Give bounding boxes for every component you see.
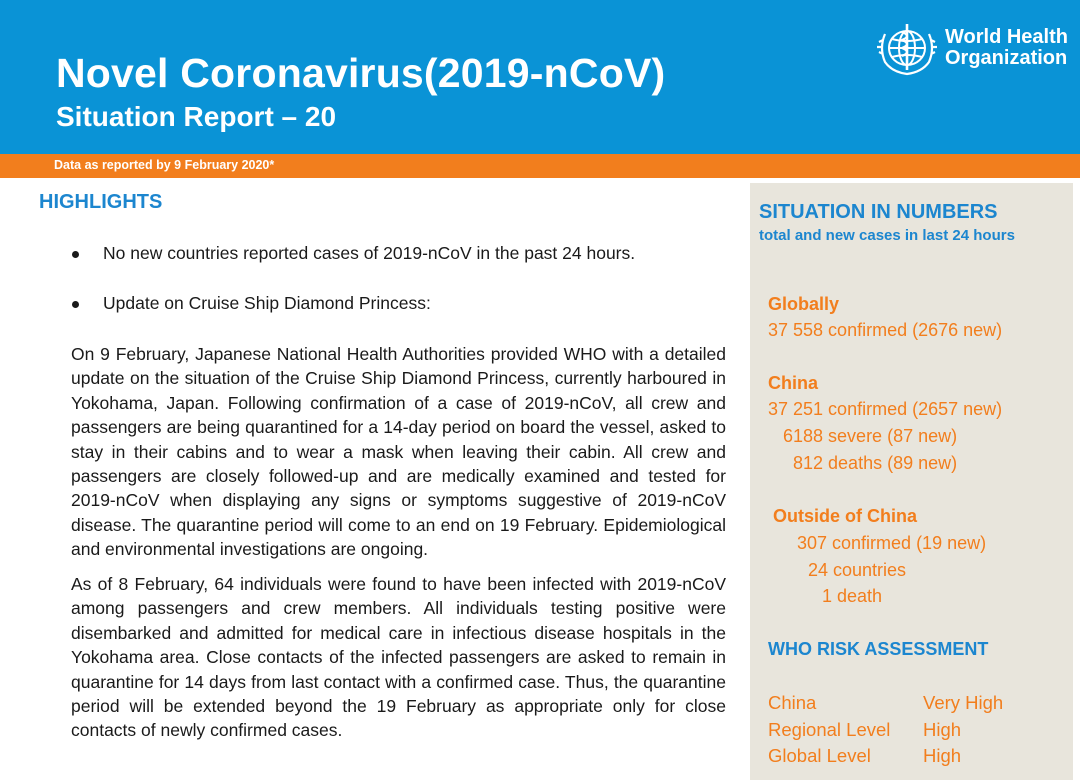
outside-countries: 24 countries [808, 560, 907, 580]
risk-value: High [923, 719, 962, 740]
global-confirmed: 37 558 confirmed (2676 new) [768, 320, 1003, 340]
china-label: China [768, 373, 819, 393]
risk-heading: WHO RISK ASSESSMENT [768, 639, 989, 659]
paragraph-infections: As of 8 February, 64 individuals were found to have been infected with 2019-nCoV among passengers and crew members. All individuals testing positive were disembarked and admitted for medical care in infectious disease hospitals in the Yokohama area. Close contacts of the infected passengers are asked to remain in quarantine for 14 days from last contact with a confirmed case. Thus, the quarantine period will be extended beyond the 19 February as appropriate only for close contacts of newly confirmed cases. [71, 574, 726, 741]
bullet-text: No new countries reported cases of 2019-nCoV in the past 24 hours. [103, 243, 636, 263]
outside-label: Outside of China [773, 506, 917, 526]
risk-row [768, 745, 1058, 771]
risk-value: High [923, 745, 962, 766]
numbers-heading: SITUATION IN NUMBERS [759, 201, 998, 223]
outside-confirmed: 307 confirmed (19 new) [797, 533, 987, 553]
report-title: Novel Coronavirus(2019-nCoV) [56, 50, 666, 96]
paragraph-cruise-update: On 9 February, Japanese National Health Authorities provided WHO with a detailed update on the situation of the Cruise Ship Diamond Princess, currently harboured in Yokohama, Japan. Following confirmation of a case of 2019-nCoV, all crew and passengers are being quarantined for a 14-day period on board the vessel, asked to stay in their cabins and to wear a mask when leaving their cabin. All crew and passengers are closely followed-up and are medically examined and tested for 2019-nCoV when displaying any signs or symptoms suggestive of 2019-nCoV disease. The quarantine period will come to an end on 19 February. Epidemiological and environmental investigations are ongoing. [71, 344, 726, 560]
china-deaths: 812 deaths (89 new) [793, 453, 958, 473]
highlights-heading: HIGHLIGHTS [39, 191, 163, 213]
date-note: Data as reported by 9 February 2020* [54, 158, 275, 172]
bullet-dot-icon [72, 251, 79, 258]
risk-row [768, 719, 1058, 745]
logo-line-2: Organization [945, 47, 1068, 69]
risk-value: Very High [923, 692, 1004, 713]
bullet-text: Update on Cruise Ship Diamond Princess: [103, 293, 431, 313]
report-subtitle: Situation Report – 20 [56, 101, 337, 132]
who-emblem-icon [876, 18, 938, 78]
who-logo-text [945, 27, 1068, 69]
risk-level: Global Level [768, 745, 871, 766]
risk-level: China [768, 692, 817, 713]
date-bar [0, 154, 1080, 178]
header-banner [0, 0, 1080, 154]
risk-row [768, 692, 1058, 718]
global-label: Globally [768, 294, 840, 314]
outside-deaths: 1 death [822, 586, 883, 606]
bullet-dot-icon [72, 301, 79, 308]
logo-line-1: World Health [945, 26, 1068, 48]
risk-level: Regional Level [768, 719, 891, 740]
situation-sidebar [750, 183, 1073, 780]
numbers-subheading: total and new cases in last 24 hours [759, 227, 1015, 244]
who-logo [876, 18, 1066, 78]
china-confirmed: 37 251 confirmed (2657 new) [768, 399, 1003, 419]
china-severe: 6188 severe (87 new) [783, 426, 958, 446]
